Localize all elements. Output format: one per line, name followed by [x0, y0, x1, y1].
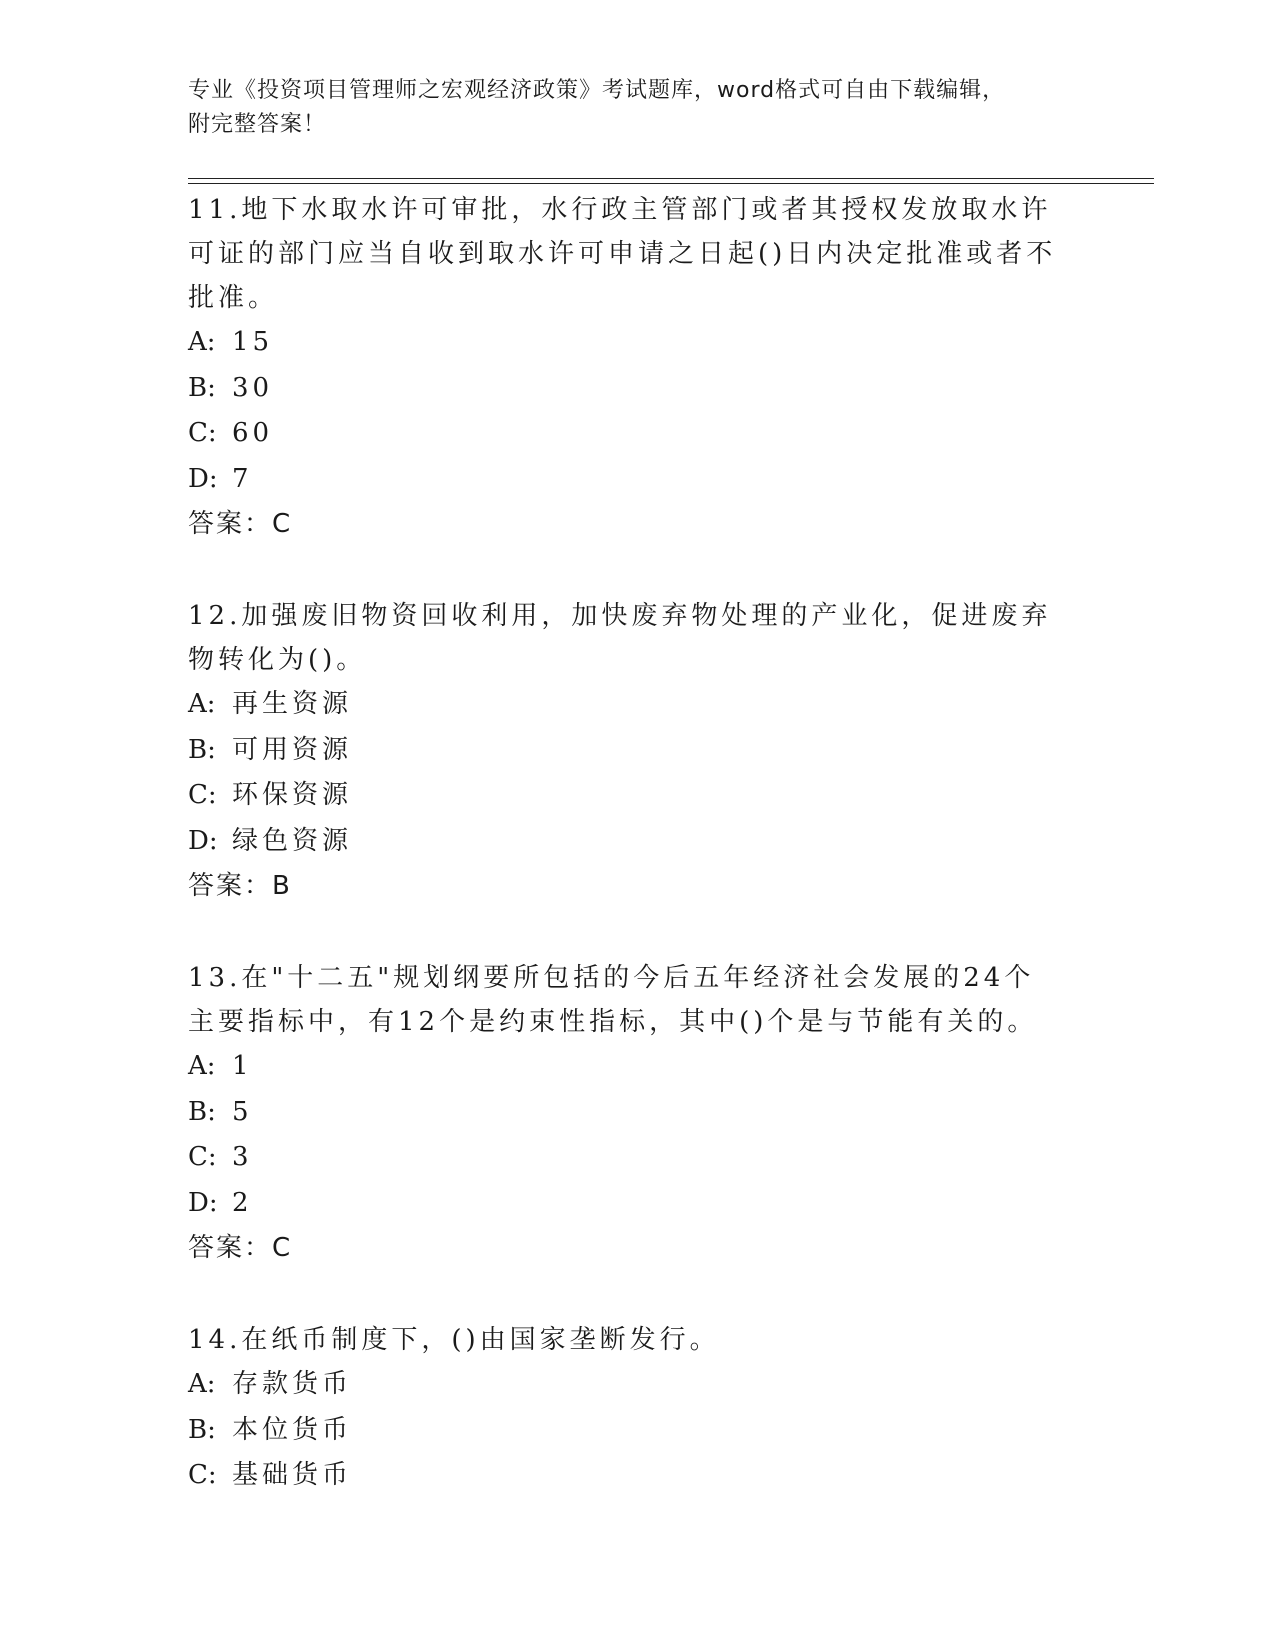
- question-stem: 13.在"十二五"规划纲要所包括的今后五年经济社会发展的24个主要指标中，有12个是约束性指标，其中()个是与节能有关的。: [188, 963, 1038, 1037]
- question-11: [188, 188, 1088, 547]
- option-text: 绿色资源: [232, 825, 353, 856]
- option-key: D:: [188, 825, 218, 856]
- question-spacer: [188, 909, 1088, 956]
- header-line-1: 专业《投资项目管理师之宏观经济政策》考试题库，word格式可自由下载编辑，: [188, 78, 1006, 103]
- question-stem: 11.地下水取水许可审批，水行政主管部门或者其授权发放取水许可证的部门应当自收到取水许可申请之日起()日内决定批准或者不批准。: [188, 195, 1057, 313]
- option-key: A:: [188, 689, 216, 719]
- option-d: [188, 819, 1088, 865]
- option-text: 1: [232, 1051, 253, 1081]
- option-text: 30: [232, 372, 274, 403]
- option-key: C:: [188, 780, 217, 810]
- option-text: 3: [232, 1142, 253, 1172]
- document-header: [188, 74, 1148, 142]
- option-text: 存款货币: [232, 1369, 353, 1399]
- question-14: [188, 1318, 1088, 1499]
- option-text: 环保资源: [232, 780, 353, 810]
- option-key: C:: [188, 418, 217, 448]
- option-key: D:: [188, 1187, 218, 1218]
- option-c: [188, 1135, 1088, 1181]
- question-stem: 14.在纸币制度下，()由国家垄断发行。: [188, 1325, 720, 1355]
- option-key: C:: [188, 1142, 217, 1172]
- option-text: 2: [232, 1187, 253, 1218]
- option-key: A:: [188, 1051, 216, 1081]
- question-12: [188, 594, 1088, 909]
- option-c: [188, 411, 1088, 457]
- option-key: B:: [188, 372, 216, 403]
- option-a: [188, 682, 1088, 728]
- option-key: A:: [188, 327, 216, 357]
- option-text: 5: [232, 1096, 253, 1127]
- header-line-2: 附完整答案！: [188, 112, 327, 137]
- question-stem: 12.加强废旧物资回收利用，加快废弃物处理的产业化，促进废弃物转化为()。: [188, 601, 1052, 675]
- option-b: [188, 1090, 1088, 1136]
- option-b: [188, 1408, 1088, 1454]
- option-text: 再生资源: [232, 689, 353, 719]
- option-b: [188, 728, 1088, 774]
- option-key: B:: [188, 1414, 216, 1445]
- header-divider-top: [188, 178, 1154, 179]
- answer-line: 答案：B: [188, 871, 292, 901]
- option-key: B:: [188, 734, 216, 765]
- option-text: 基础货币: [232, 1460, 353, 1490]
- option-text: 本位货币: [232, 1414, 353, 1445]
- option-d: [188, 457, 1088, 503]
- question-spacer: [188, 547, 1088, 594]
- option-key: C:: [188, 1460, 217, 1490]
- option-a: [188, 1362, 1088, 1408]
- option-d: [188, 1181, 1088, 1227]
- option-text: 15: [232, 327, 274, 357]
- option-a: [188, 1044, 1088, 1090]
- option-c: [188, 773, 1088, 819]
- option-b: [188, 366, 1088, 412]
- option-key: A:: [188, 1369, 216, 1399]
- question-spacer: [188, 1271, 1088, 1318]
- option-key: B:: [188, 1096, 216, 1127]
- question-13: [188, 956, 1088, 1271]
- option-a: [188, 320, 1088, 366]
- option-c: [188, 1453, 1088, 1499]
- option-text: 7: [232, 463, 253, 494]
- question-list: [188, 188, 1088, 1499]
- answer-line: 答案：C: [188, 509, 293, 539]
- option-text: 可用资源: [232, 734, 353, 765]
- option-key: D:: [188, 463, 218, 494]
- option-text: 60: [232, 418, 274, 448]
- answer-line: 答案：C: [188, 1233, 293, 1263]
- header-divider-bottom: [188, 183, 1154, 184]
